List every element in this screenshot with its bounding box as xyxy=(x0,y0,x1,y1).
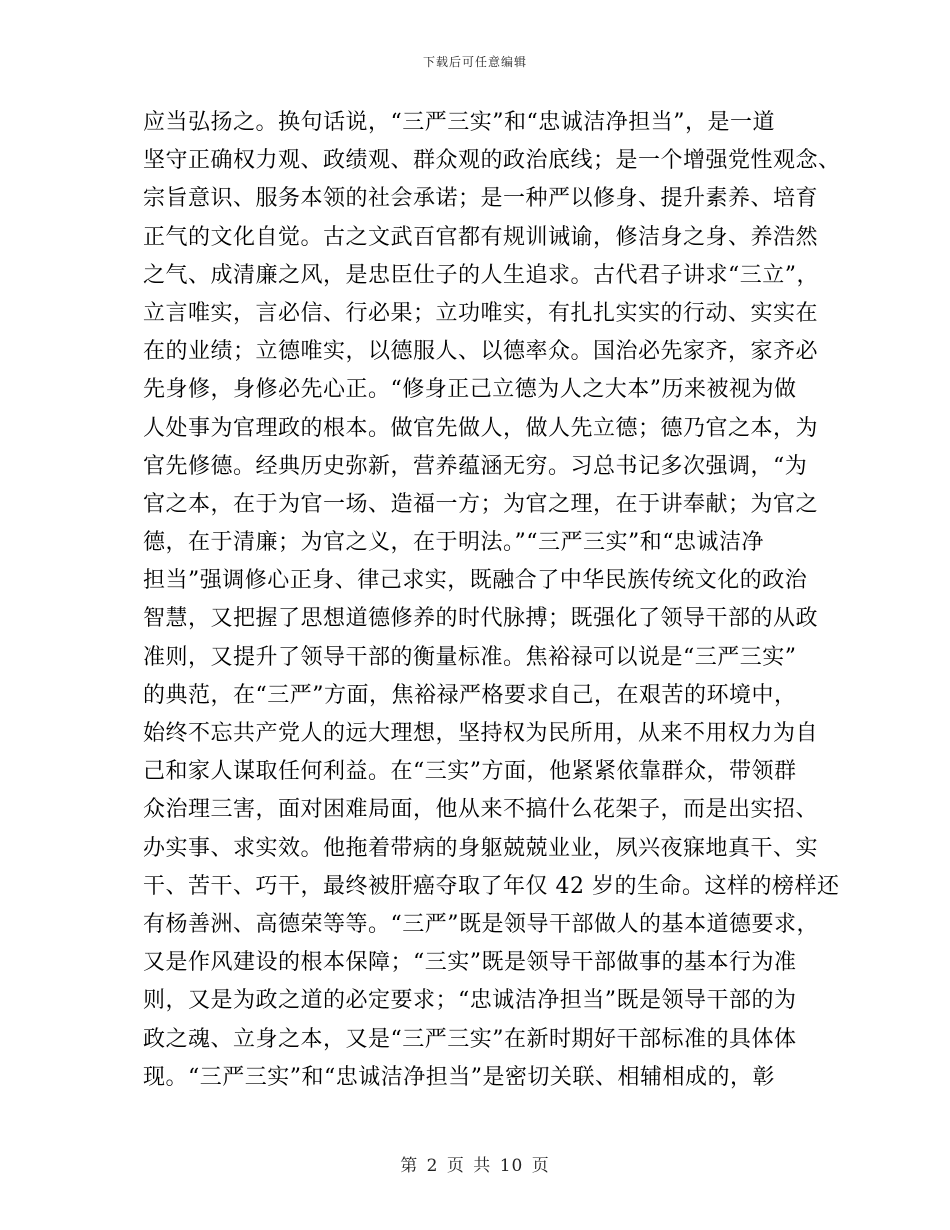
text-line: 的典范，在“三严”方面，焦裕禄严格要求自己，在艰苦的环境中， xyxy=(143,682,797,708)
text-line: 始终不忘共产党人的远大理想，坚持权为民所用，从来不用权力为自 xyxy=(143,721,819,746)
text-line: 有杨善洲、高德荣等等。“三严”既是领导干部做人的基本道德要求， xyxy=(143,911,819,937)
text-line: 立言唯实，言必信、行必果；立功唯实，有扎扎实实的行动、实实在 xyxy=(143,300,819,326)
text-line: 己和家人谋取任何利益。在“三实”方面，他紧紧依靠群众，带领群 xyxy=(143,759,797,785)
text-line: 担当”强调修心正身、律己求实，既融合了中华民族传统文化的政治 xyxy=(143,568,808,594)
text-line: 政之魂、立身之本，又是“三严三实”在新时期好干部标准的具体体 xyxy=(143,1026,797,1052)
text-line: 官之本，在于为官一场、造福一方；为官之理，在于讲奉献；为官之 xyxy=(143,491,819,517)
text-line: 则，又是为政之道的必定要求；“忠诚洁净担当”既是领导干部的为 xyxy=(143,988,797,1014)
text-line: 现。“三严三实”和“忠诚洁净担当”是密切关联、相辅相成的，彰 xyxy=(143,1064,775,1090)
text-line: 应当弘扬之。换句话说，“三严三实”和“忠诚洁净担当”，是一道 xyxy=(143,110,775,135)
text-line: 之气、成清廉之风，是忠臣仕子的人生追求。古代君子讲求“三立”， xyxy=(143,262,819,288)
text-line: 办实事、求实效。他拖着带病的身躯兢兢业业，夙兴夜寐地真干、实 xyxy=(143,835,819,861)
text-line: 宗旨意识、服务本领的社会承诺；是一种严以修身、提升素养、培育 xyxy=(143,186,819,212)
text-line: 坚守正确权力观、政绩观、群众观的政治底线；是一个增强党性观念、 xyxy=(143,148,841,174)
page-header: 下载后可任意编辑 xyxy=(422,55,527,69)
text-line: 德，在于清廉；为官之义，在于明法。”“三严三实”和“忠诚洁净 xyxy=(143,530,764,556)
body-text xyxy=(143,104,841,1097)
text-line: 准则，又提升了领导干部的衡量标准。焦裕禄可以说是“三严三实” xyxy=(143,644,797,670)
text-line: 智慧，又把握了思想道德修养的时代脉搏；既强化了领导干部的从政 xyxy=(143,606,819,632)
text-line: 干、苦干、巧干，最终被肝癌夺取了年仅 42 岁的生命。这样的榜样还 xyxy=(143,873,840,899)
text-line: 众治理三害，面对困难局面，他从来不搞什么花架子，而是出实招、 xyxy=(143,797,819,823)
text-line: 先身修，身修必先心正。“修身正己立德为人之大本”历来被视为做 xyxy=(143,377,797,403)
text-line: 人处事为官理政的根本。做官先做人，做人先立德；德乃官之本，为 xyxy=(143,415,819,441)
text-line: 又是作风建设的根本保障；“三实”既是领导干部做事的基本行为准 xyxy=(143,950,797,976)
page-footer: 第 2 页 共 10 页 xyxy=(400,1156,550,1176)
text-line: 官先修德。经典历史弥新，营养蕴涵无穷。习总书记多次强调，“为 xyxy=(143,453,808,479)
text-line: 正气的文化自觉。古之文武百官都有规训诫谕，修洁身之身、养浩然 xyxy=(143,224,819,250)
text-line: 在的业绩；立德唯实，以德服人、以德率众。国治必先家齐，家齐必 xyxy=(143,339,819,365)
